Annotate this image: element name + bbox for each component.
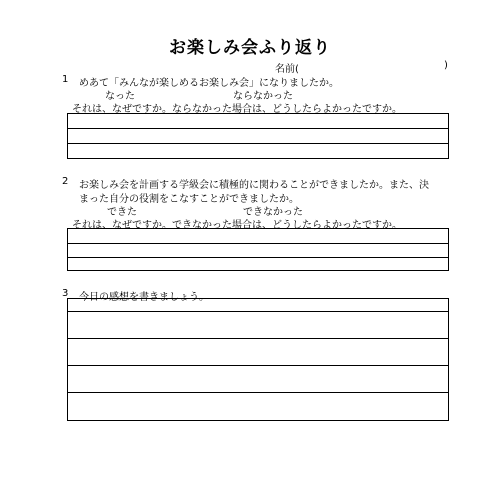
answer-line[interactable] [68,299,448,311]
answer-box-2[interactable] [67,228,449,271]
question-2-line-2: まった自分の役割をこなすことができましたか。 [79,194,299,205]
question-number: 2 [62,176,69,187]
choice-yes: できた [107,207,137,218]
answer-box-1[interactable] [67,113,449,159]
answer-line[interactable] [68,392,448,420]
question-text: お楽しみ会を計画する学級会に積極的に関わることができましたか。また、決 [79,180,429,191]
question-number: 3 [62,288,69,299]
question-number: 1 [62,74,69,85]
answer-line[interactable] [68,128,448,143]
answer-line[interactable] [68,257,448,270]
choice-no: ならなかった [233,91,293,102]
page-title: お楽しみ会ふり返り [169,38,331,58]
followup-question: それは、なぜですか。できなかった場合は、どうしたらよかったですか。 [72,220,402,231]
answer-line[interactable] [68,143,448,158]
followup-question: それは、なぜですか。ならなかった場合は、どうしたらよかったですか。 [72,104,402,115]
choice-no: できなかった [243,207,303,218]
choice-yes: なった [105,91,135,102]
answer-line[interactable] [68,243,448,257]
answer-line[interactable] [68,338,448,365]
name-label: 名前( [275,64,299,75]
answer-line[interactable] [68,114,448,128]
question-text: めあて「みんなが楽しめるお楽しみ会」になりましたか。 [79,78,339,89]
answer-box-3[interactable] [67,298,449,421]
name-close-paren: ) [444,60,448,71]
question-text: 今日の感想を書きましょう。 [79,292,209,303]
answer-line[interactable] [68,365,448,392]
answer-line[interactable] [68,229,448,243]
answer-line[interactable] [68,311,448,338]
